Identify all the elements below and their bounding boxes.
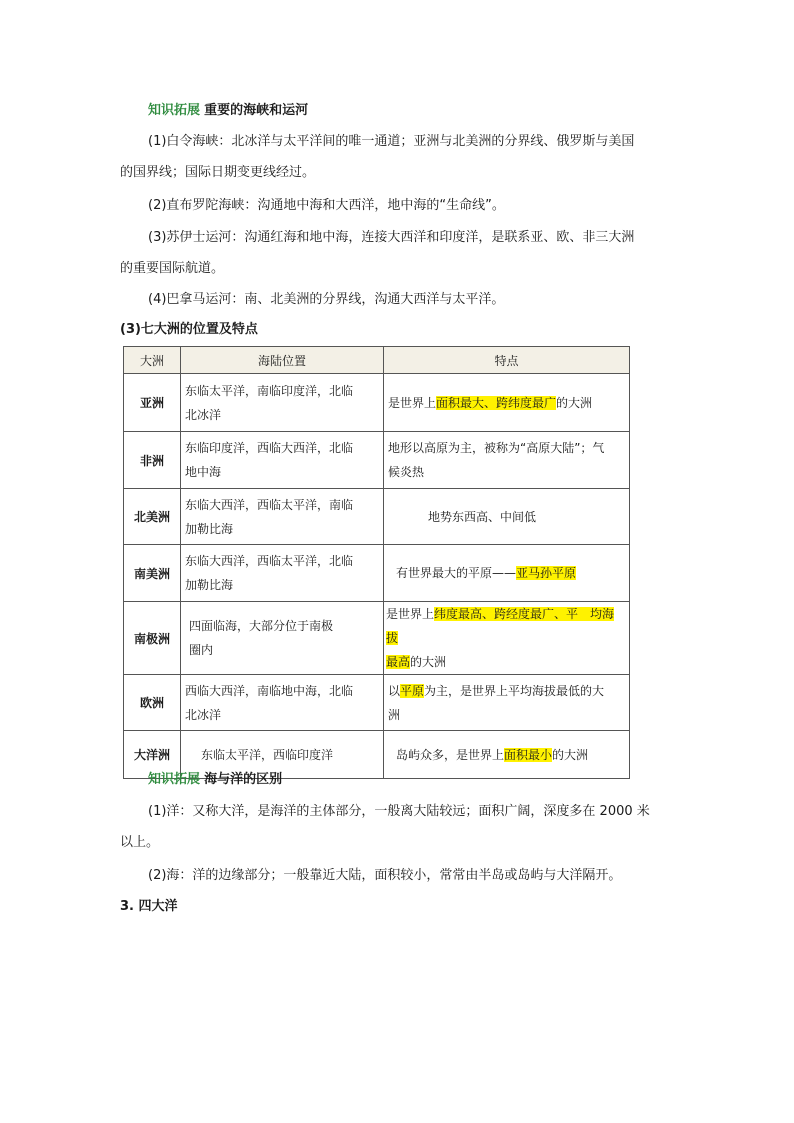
feature-text: 为主，是世界上平均海拔最低的大 [424, 683, 605, 698]
table-row [124, 602, 630, 675]
tip1-item-4: (4)巴拿马运河：南、北美洲的分界线，沟通大西洋与太平洋。 [148, 292, 505, 307]
feature-highlight: 面积最小 [504, 747, 553, 762]
position-line: 加勒比海 [185, 521, 234, 536]
feature-highlight: 面积最大、跨纬度最广 [436, 395, 557, 410]
position-line: 地中海 [185, 465, 222, 479]
continent-position [181, 545, 384, 602]
tip2-item-1-line-1: (1)洋：又称大洋，是海洋的主体部分，一般离大陆较远；面积广阔，深度多在 2000 米 [148, 804, 650, 819]
feature-text: 岛屿众多，是世界上 [396, 747, 505, 762]
continent-name: 南美洲 [124, 545, 181, 602]
tip2-heading [148, 770, 282, 790]
table-row [124, 489, 630, 545]
continent-position [181, 602, 384, 675]
feature-text: 的大洲 [556, 395, 593, 410]
tip2-tag: 知识拓展 [148, 772, 201, 787]
tip1-item-2: (2)直布罗陀海峡：沟通地中海和大西洋，地中海的“生命线”。 [148, 198, 505, 213]
table-row [124, 545, 630, 602]
continent-features [384, 731, 630, 779]
feature-text: 地形以高原为主，被称为“高原大陆”；气 [388, 441, 605, 455]
feature-text: 的大洲 [410, 655, 447, 669]
continent-features [384, 432, 630, 489]
table-row [124, 675, 630, 731]
tip1-title: 重要的海峡和运河 [204, 103, 309, 118]
tip1-item-3-line-1: (3)苏伊士运河：沟通红海和地中海，连接大西洋和印度洋，是联系亚、欧、非三大洲 [148, 230, 635, 245]
continent-name: 北美洲 [124, 489, 181, 545]
feature-text: 有世界最大的平原—— [396, 566, 517, 580]
continent-features [384, 602, 630, 675]
feature-highlight: 纬度最高、跨经度最广、平 均海拔 [386, 607, 615, 645]
continent-name: 非洲 [124, 432, 181, 489]
feature-text: 地势东西高、中间低 [428, 509, 537, 524]
table-row [124, 432, 630, 489]
feature-text: 是世界上 [386, 607, 435, 621]
tip1-item-1-line-1: (1)白令海峡：北冰洋与太平洋间的唯一通道；亚洲与北美洲的分界线、俄罗斯与美国 [148, 134, 635, 149]
header-position: 海陆位置 [181, 347, 384, 374]
continent-position [181, 374, 384, 432]
feature-text: 是世界上 [388, 395, 437, 410]
position-line: 四面临海，大部分位于南极 [189, 619, 334, 633]
continent-features [384, 675, 630, 731]
tip2-title: 海与洋的区别 [204, 772, 283, 787]
position-line: 北冰洋 [185, 707, 222, 722]
continents-table [123, 346, 630, 779]
header-features: 特点 [384, 347, 630, 374]
feature-line [388, 679, 625, 703]
feature-highlight: 亚马孙平原 [516, 566, 577, 580]
feature-text: 的大洲 [552, 747, 589, 762]
continent-position [181, 432, 384, 489]
feature-line [386, 602, 625, 650]
section3-heading: (3)七大洲的位置及特点 [120, 322, 258, 337]
feature-text: 候炎热 [388, 465, 425, 479]
feature-text: 以 [388, 683, 401, 698]
tip1-item-3-line-2: 的重要国际航道。 [120, 261, 225, 276]
feature-text: 洲 [388, 707, 401, 722]
continent-features [384, 545, 630, 602]
continent-features [384, 489, 630, 545]
tip2-item-2: (2)海：洋的边缘部分；一般靠近大陆，面积较小，常常由半岛或岛屿与大洋隔开。 [148, 868, 622, 883]
continent-position [181, 675, 384, 731]
continent-name: 南极洲 [124, 602, 181, 675]
table-row [124, 374, 630, 432]
continent-position [181, 489, 384, 545]
position-line: 东临印度洋，西临大西洋，北临 [185, 441, 354, 455]
tip1-tag: 知识拓展 [148, 103, 201, 118]
section4-heading: 3. 四大洋 [120, 899, 178, 914]
continent-name: 大洋洲 [124, 731, 181, 779]
continent-name: 欧洲 [124, 675, 181, 731]
tip1-heading [148, 101, 308, 121]
position-line: 东临大西洋，西临太平洋，南临 [185, 497, 354, 512]
position-line: 西临大西洋，南临地中海，北临 [185, 683, 354, 698]
position-line: 东临太平洋，南临印度洋，北临 [185, 383, 354, 398]
position-line: 圈内 [189, 643, 214, 657]
continent-name: 亚洲 [124, 374, 181, 432]
header-continent: 大洲 [124, 347, 181, 374]
continent-features [384, 374, 630, 432]
position-line: 东临大西洋，西临太平洋，北临 [185, 554, 354, 568]
position-line: 北冰洋 [185, 407, 222, 422]
feature-highlight: 平原 [400, 683, 425, 698]
position-line: 加勒比海 [185, 578, 234, 592]
table-header-row [124, 347, 630, 374]
feature-highlight: 最高 [386, 655, 411, 669]
position-line: 东临太平洋，西临印度洋 [201, 747, 334, 762]
tip1-item-1-line-2: 的国界线；国际日期变更线经过。 [120, 165, 316, 180]
tip2-item-1-line-2: 以上。 [120, 835, 160, 850]
feature-line [386, 650, 625, 674]
